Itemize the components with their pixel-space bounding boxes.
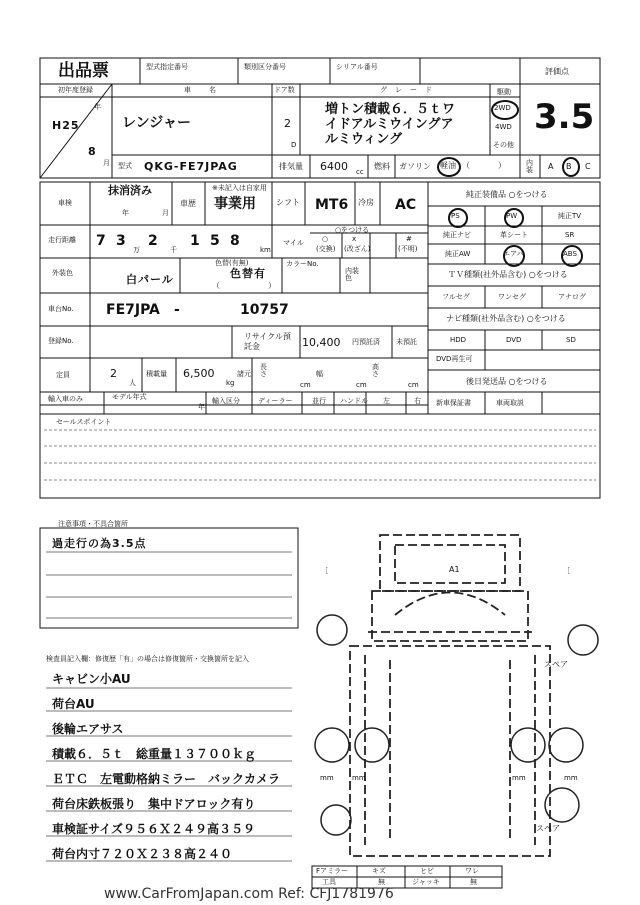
chassis-label: 車台No. <box>48 305 74 313</box>
equip-ps: PS <box>451 212 460 220</box>
rating-label: 評価点 <box>545 67 569 76</box>
length-label: 長さ <box>260 363 267 378</box>
diagram-spare-1: スペア <box>544 660 568 669</box>
legend-kizu: キズ <box>372 867 386 875</box>
notes-line-1: 過走行の為3.5点 <box>52 537 147 550</box>
mileage-digit: 3 <box>116 233 126 249</box>
later-manual: 車両取説 <box>496 399 524 407</box>
recycle-unpaid: 未預託 <box>396 338 417 346</box>
regno-label: 登録No. <box>48 337 74 345</box>
drive-label: 駆動 <box>497 88 511 96</box>
doors-label: ドア数 <box>274 86 295 94</box>
mile-label: マイル <box>283 239 304 247</box>
genuine-header: 純正装備品 ○をつける <box>466 190 548 199</box>
displacement-value: 6400 <box>320 160 348 173</box>
tv-header: ＴＶ種類(社外品含む) ○をつける <box>448 270 568 279</box>
equip-aircon: エアバ <box>503 250 524 258</box>
recycle-value: 10,400 <box>302 336 341 349</box>
diagram-spare-2: スペア <box>536 824 560 833</box>
load-label: 積載量 <box>146 370 167 378</box>
ac-label: 冷房 <box>358 198 374 207</box>
door-d: D <box>291 141 297 149</box>
grade-line-2: イドアルミウイングア <box>325 117 454 132</box>
era-year: H25 <box>52 119 80 132</box>
legend-ware: ワレ <box>465 867 479 875</box>
shift-label: シフト <box>276 198 300 207</box>
mileage-label: 走行距離 <box>48 236 76 244</box>
sales-point-label: セールスポイント <box>56 418 112 426</box>
tv-analog: アナログ <box>558 293 586 301</box>
name-value: レンジャー <box>122 115 192 131</box>
name-label: 車名 <box>184 86 234 94</box>
usage-value: 事業用 <box>214 196 256 212</box>
chassis-dash: - <box>174 302 180 318</box>
inspector-note: 車検証サイズ９５６Ｘ２４９高３５９ <box>52 822 256 836</box>
rating-value: 3.5 <box>534 97 595 137</box>
usage-note: ※未記入は自家用 <box>212 184 267 192</box>
equip-genuine-nav: 純正ナビ <box>443 231 471 239</box>
inspector-note: キャビン小AU <box>52 672 131 686</box>
grade-label: グレード <box>380 86 440 94</box>
width-unit: cm <box>356 381 367 389</box>
footer-ref: www.CarFromJapan.com Ref: CFJ1781976 <box>104 886 394 902</box>
recycle-label: リサイクル預託金 <box>244 332 291 351</box>
fuel-diesel: 軽油 <box>440 161 456 170</box>
mileage-sen: 千 <box>170 246 177 254</box>
chassis-value-2: 10757 <box>240 302 289 318</box>
later-header: 後日発送品 ○をつける <box>466 377 548 386</box>
nav-hdd: HDD <box>450 336 467 344</box>
drive-2wd: 2WD <box>494 104 511 112</box>
equip-abs: ABS <box>563 250 577 258</box>
color-change-value: 色替有 <box>230 267 266 280</box>
mileage-km: km <box>260 246 271 254</box>
interior-c: C <box>585 162 591 171</box>
height-unit: cm <box>408 381 419 389</box>
meter-hint: ○をつける <box>335 226 370 234</box>
nav-header: ナビ種類(社外品含む) ○をつける <box>446 314 566 323</box>
nav-dvd: DVD <box>506 336 522 344</box>
color-paren-close: ） <box>268 281 276 290</box>
legend-none2: 無 <box>470 878 477 886</box>
tv-full-seg: フルセグ <box>442 293 470 301</box>
diagram-bracket-2: ［ <box>321 567 328 575</box>
equip-genuine-aw: 純正AW <box>445 250 471 258</box>
diagram-a1: A1 <box>449 565 460 574</box>
tv-one-seg: ワンセグ <box>498 293 526 301</box>
capacity-unit: 人 <box>129 379 136 387</box>
legend-fmira: Fアミラー <box>316 867 349 875</box>
shaken-year: 年 <box>122 209 129 217</box>
recycle-paid: 円預託済 <box>352 338 380 346</box>
drive-other: その他 <box>493 141 514 149</box>
color-label: 外装色 <box>52 269 73 277</box>
month-value: 8 <box>88 145 97 158</box>
diagram-bracket-1: ［ <box>563 567 570 575</box>
import-parallel: 並行 <box>312 397 326 405</box>
mileage-digit: 2 <box>148 233 158 249</box>
handle-right: 右 <box>414 397 421 405</box>
serial-label: シリアル番号 <box>336 63 378 71</box>
legend-hibi: ヒビ <box>420 867 434 875</box>
inspector-note: 荷台床鉄板張り 集中ドアロック有り <box>52 797 256 811</box>
meter-hash: # <box>406 235 412 243</box>
usage-label: 車歴 <box>180 199 196 208</box>
nav-sd: SD <box>566 336 576 344</box>
interior-a: A <box>548 162 554 171</box>
capacity-label: 定員 <box>56 371 70 379</box>
doors-value: 2 <box>284 117 291 130</box>
legend-none: 無 <box>378 878 385 886</box>
form-title: 出品票 <box>58 61 109 81</box>
handle-label: ハンドル <box>340 397 368 405</box>
import-type-label: 輸入区分 <box>212 397 240 405</box>
chassis-value-1: FE7JPA <box>106 302 160 318</box>
nav-dvd-play: DVD再生可 <box>436 355 473 363</box>
mileage-man: 万 <box>133 246 140 254</box>
mileage-digit: 1 <box>190 233 200 249</box>
mileage-digit: 7 <box>96 233 106 249</box>
dims-label: 諸元 <box>237 370 251 378</box>
color-paren-open: （ <box>212 281 220 290</box>
inspector-header: 検査員記入欄：修復歴「有」の場合は修復箇所・交換箇所を記入 <box>46 655 249 663</box>
interior-b: B <box>566 162 572 171</box>
shaken-label: 車検 <box>58 199 72 207</box>
meter-swap: (交換) <box>316 245 336 253</box>
fuel-gas: ガソリン <box>399 162 431 171</box>
diagram-mm-2: mm <box>352 774 366 782</box>
interior-color-label: 内装色 <box>345 267 359 282</box>
meter-tamper: (改ざん) <box>344 245 371 253</box>
inspector-note: ＥＴＣ 左電動格納ミラー バックカメラ <box>52 772 281 786</box>
month-label: 月 <box>103 159 110 167</box>
meter-o: ○ <box>322 235 329 243</box>
meter-unknown: (不明) <box>398 245 418 253</box>
fuel-paren-open: （ <box>462 161 470 170</box>
mileage-digit: 8 <box>230 233 240 249</box>
legend-tool: 工具 <box>322 878 336 886</box>
capacity-value: 2 <box>110 367 117 380</box>
drive-4wd: 4WD <box>495 123 512 131</box>
notes-header: 注意事項・不具合箇所 <box>58 520 128 528</box>
equip-sr: SR <box>565 231 575 239</box>
color-value: 白パール <box>126 273 174 286</box>
grade-line-1: 増トン積載６．５ｔワ <box>325 102 456 117</box>
equip-leather: 革シート <box>500 231 528 239</box>
height-label: 高さ <box>372 363 379 378</box>
import-dealer: ディーラー <box>258 397 293 405</box>
shaken-month: 月 <box>162 209 169 217</box>
length-unit: cm <box>300 381 311 389</box>
displacement-label: 排気量 <box>279 162 303 171</box>
color-change-label: 色替(有無) <box>215 259 249 267</box>
inspector-note: 積載６．５ｔ 総重量１３７００ｋｇ <box>52 747 257 761</box>
mileage-digit: 5 <box>210 233 220 249</box>
load-value: 6,500 <box>183 367 215 380</box>
grade-line-3: ルミウィング <box>325 132 402 147</box>
diagram-mm-4: mm <box>564 774 578 782</box>
fuel-paren-close: ） <box>498 161 506 170</box>
meter-x: x <box>352 235 357 243</box>
inspector-note: 荷台AU <box>52 697 95 711</box>
color-no-label: カラーNo. <box>286 260 319 268</box>
ac-value: AC <box>395 197 417 213</box>
later-warranty: 新車保証書 <box>436 399 471 407</box>
model-value: QKG-FE7JPAG <box>144 160 238 173</box>
displacement-unit: cc <box>356 168 364 176</box>
fuel-label: 燃料 <box>374 162 390 171</box>
diagram-mm-1: mm <box>320 774 334 782</box>
import-label: 輸入車のみ <box>48 395 83 403</box>
load-unit: kg <box>226 379 235 387</box>
type-cert-label: 型式指定番号 <box>146 63 188 71</box>
truck-diagram <box>350 535 550 856</box>
inspector-note: 荷台内寸７２０Ｘ２３８高２４０ <box>52 847 233 861</box>
year-label: 年 <box>94 103 101 111</box>
model-year-unit: 年 <box>198 403 205 411</box>
interior-label: 内装 <box>526 159 533 174</box>
first-reg-label: 初年度登録 <box>58 86 93 94</box>
equip-genuine-tv: 純正TV <box>558 212 582 220</box>
category-label: 類別区分番号 <box>244 63 286 71</box>
legend-jack: ジャッキ <box>412 878 440 886</box>
width-label: 幅 <box>316 370 323 378</box>
model-year-label: モデル年式 <box>112 393 147 401</box>
inspector-note: 後輪エアサス <box>52 722 124 736</box>
equip-pw: PW <box>506 212 518 220</box>
shaken-value: 抹消済み <box>108 184 152 197</box>
handle-left: 左 <box>383 397 390 405</box>
diagram-mm-3: mm <box>512 774 526 782</box>
shift-value: MT6 <box>315 197 349 213</box>
model-label: 型式 <box>118 162 132 170</box>
